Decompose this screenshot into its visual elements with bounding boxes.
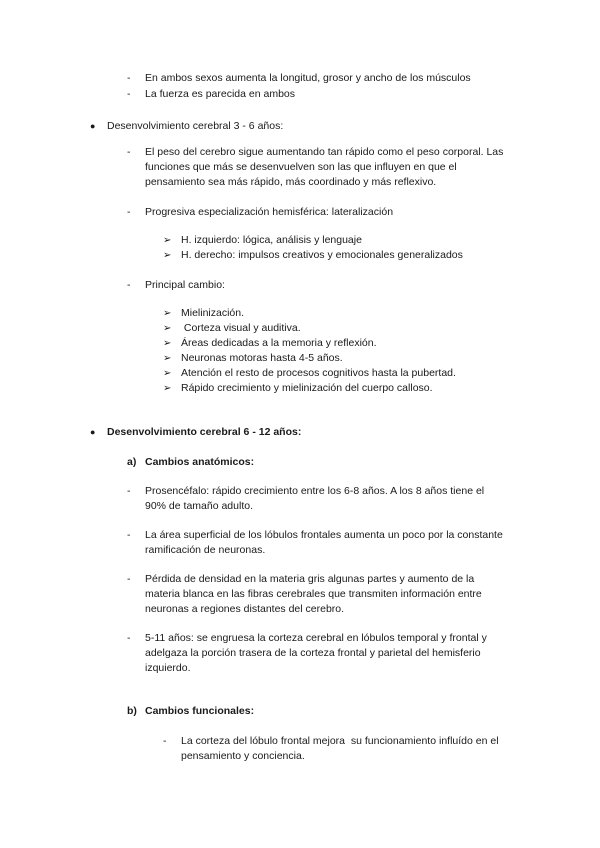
- section-6-12-title: Desenvolvimiento cerebral 6 - 12 años:: [107, 426, 302, 438]
- dash-marker: -: [127, 206, 131, 218]
- s36-item3-sub1: Mielinización.: [181, 307, 245, 319]
- a-item4-line2: adelgaza la porción trasera de la corteza frontal y parietal del hemisferio: [145, 647, 481, 659]
- dash-marker: -: [127, 146, 131, 158]
- s36-item1-line2: funciones que más se desenvuelven son las que influyen en que el: [145, 161, 457, 173]
- s36-item2-sub1: H. izquierdo: lógica, análisis y lenguaje: [181, 234, 362, 246]
- a-item3-line2: materia blanca en las fibras cerebrales que transmiten información entre: [145, 588, 482, 600]
- s36-item3-sub2: Corteza visual y auditiva.: [181, 322, 301, 334]
- a-item1-line2: 90% de tamaño adulto.: [145, 500, 253, 512]
- s36-item3-sub4: Neuronas motoras hasta 4-5 años.: [181, 352, 343, 364]
- a-item3-line3: neuronas a regiones distantes del cerebro.: [145, 603, 345, 615]
- dash-marker: -: [127, 72, 131, 84]
- dash-marker: -: [127, 632, 131, 644]
- sub-b-marker: b): [127, 705, 137, 717]
- arrow-bullet-icon: ➢: [163, 368, 172, 379]
- top-item-2: La fuerza es parecida en ambos: [145, 88, 296, 100]
- a-item2-line2: ramificación de neuronas.: [145, 544, 266, 556]
- dash-marker: -: [127, 279, 131, 291]
- bullet-icon: ●: [90, 121, 96, 131]
- arrow-bullet-icon: ➢: [163, 338, 172, 349]
- s36-item2: Progresiva especialización hemisférica: lateralización: [145, 206, 394, 218]
- a-item3-line1: Pérdida de densidad en la materia gris algunas partes y aumento de la: [145, 573, 475, 585]
- dash-marker: -: [127, 529, 131, 541]
- a-item4-line3: izquierdo.: [145, 662, 191, 674]
- top-item-1: En ambos sexos aumenta la longitud, grosor y ancho de los músculos: [145, 72, 471, 84]
- a-item1-line1: Prosencéfalo: rápido crecimiento entre los 6-8 años. A los 8 años tiene el: [145, 485, 485, 497]
- bullet-icon: ●: [90, 427, 96, 437]
- s36-item3-sub6: Rápido crecimiento y mielinización del cuerpo calloso.: [181, 382, 433, 394]
- arrow-bullet-icon: ➢: [163, 250, 172, 261]
- dash-marker: -: [127, 88, 131, 100]
- s36-item3: Principal cambio:: [145, 279, 225, 291]
- b-item1-line2: pensamiento y conciencia.: [181, 750, 305, 762]
- arrow-bullet-icon: ➢: [163, 383, 172, 394]
- arrow-bullet-icon: ➢: [163, 308, 172, 319]
- sub-a-marker: a): [127, 456, 137, 468]
- arrow-bullet-icon: ➢: [163, 235, 172, 246]
- arrow-bullet-icon: ➢: [163, 353, 172, 364]
- s36-item3-sub5: Atención el resto de procesos cognitivos hasta la pubertad.: [181, 367, 456, 379]
- dash-marker: -: [127, 485, 131, 497]
- a-item4-line1: 5-11 años: se engruesa la corteza cerebral en lóbulos temporal y frontal y: [145, 632, 487, 644]
- section-3-6-title: Desenvolvimiento cerebral 3 - 6 años:: [107, 120, 284, 132]
- dash-marker: -: [163, 735, 167, 747]
- s36-item2-sub2: H. derecho: impulsos creativos y emocionales generalizados: [181, 249, 463, 261]
- sub-a-title: Cambios anatómicos:: [145, 456, 255, 468]
- arrow-bullet-icon: ➢: [163, 323, 172, 334]
- s36-item1-line3: pensamiento sea más rápido, más coordinado y más reflexivo.: [145, 176, 437, 188]
- s36-item1-line1: El peso del cerebro sigue aumentando tan rápido como el peso corporal. Las: [145, 146, 504, 158]
- a-item2-line1: La área superficial de los lóbulos frontales aumenta un poco por la constante: [145, 529, 503, 541]
- dash-marker: -: [127, 573, 131, 585]
- b-item1-line1: La corteza del lóbulo frontal mejora su funcionamiento influído en el: [181, 735, 499, 747]
- sub-b-title: Cambios funcionales:: [145, 705, 255, 717]
- s36-item3-sub3: Áreas dedicadas a la memoria y reflexión.: [181, 337, 377, 349]
